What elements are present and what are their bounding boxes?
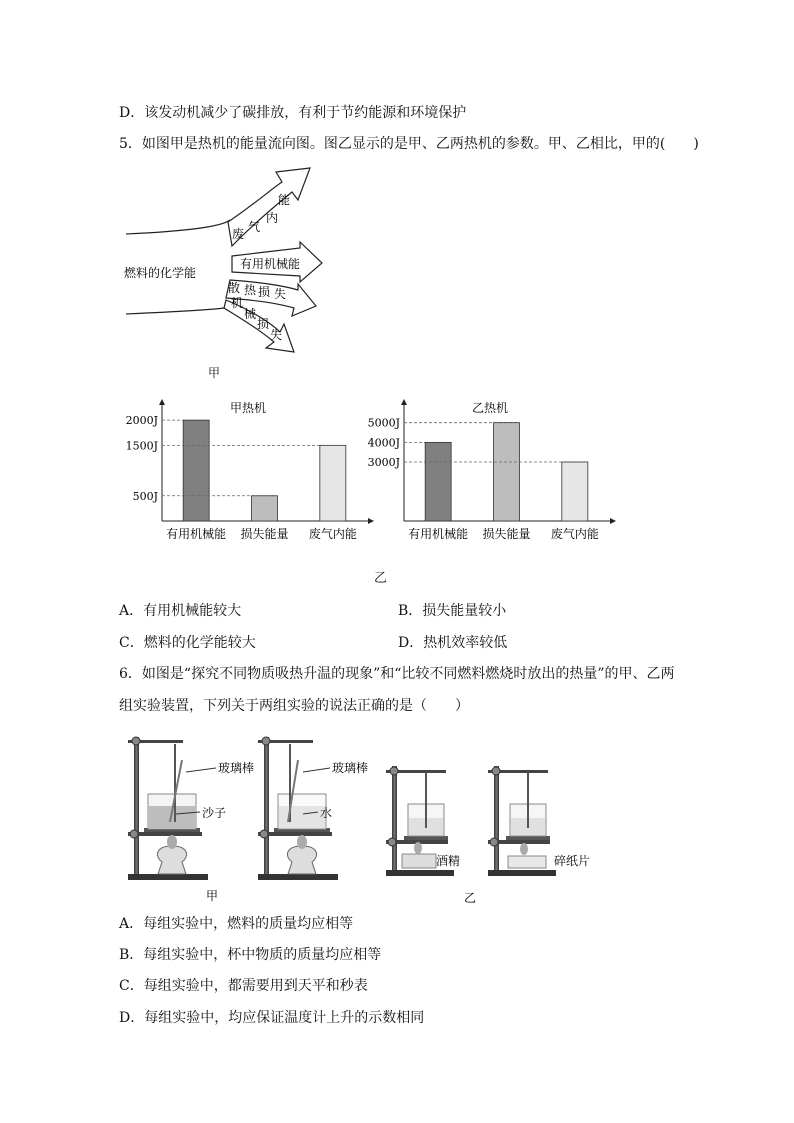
y-axis-arrow (159, 399, 165, 405)
chart-title: 甲热机 (229, 401, 267, 415)
q5-option-c: C．燃料的化学能较大 (119, 635, 256, 651)
svg-text:损: 损 (258, 285, 271, 299)
flow-caption: 甲 (208, 366, 221, 380)
apparatus-paper (488, 766, 556, 876)
bar-2 (562, 462, 588, 521)
x-tick-label: 有用机械能 (408, 527, 469, 541)
x-tick-label: 废气内能 (550, 527, 599, 541)
q6-stem-line1: 6．如图是“探究不同物质吸热升温的现象”和“比较不同燃料燃烧时放出的热量”的甲、乙两 (119, 666, 675, 682)
svg-text:玻璃棒: 玻璃棒 (332, 761, 369, 775)
x-tick-label: 废气内能 (308, 527, 357, 541)
q5-option-d: D．热机效率较低 (398, 635, 508, 651)
source-label: 燃料的化学能 (124, 266, 197, 280)
x-tick-label: 有用机械能 (166, 527, 227, 541)
experiment-apparatus (118, 722, 598, 907)
svg-text:失: 失 (270, 328, 283, 342)
bar-2 (320, 445, 346, 521)
svg-text:损: 损 (257, 317, 270, 331)
y-tick-label: 4000J (367, 436, 400, 450)
y-tick-label: 5000J (367, 416, 400, 430)
svg-text:碎纸片: 碎纸片 (554, 854, 591, 868)
useful-label: 有用机械能 (240, 257, 301, 271)
svg-text:热: 热 (244, 283, 257, 297)
q6-option-c: C．每组实验中，都需要用到天平和秒表 (119, 978, 368, 994)
chart-title: 乙热机 (471, 401, 509, 415)
svg-text:乙: 乙 (464, 891, 477, 905)
q6-stem-line2: 组实验装置，下列关于两组实验的说法正确的是（ ） (119, 698, 469, 714)
q6-option-b: B．每组实验中，杯中物质的质量均应相等 (119, 947, 382, 963)
y-tick-label: 500J (132, 489, 158, 503)
svg-text:散: 散 (228, 281, 241, 295)
svg-text:能: 能 (278, 193, 291, 207)
svg-text:气: 气 (248, 220, 261, 234)
y-tick-label: 1500J (125, 439, 158, 453)
q5-option-a: A．有用机械能较大 (119, 603, 242, 619)
bar-0 (425, 442, 451, 521)
q6-option-a: A．每组实验中，燃料的质量均应相等 (119, 916, 354, 932)
x-axis-arrow (610, 518, 616, 524)
svg-text:玻璃棒: 玻璃棒 (218, 761, 255, 775)
svg-text:甲: 甲 (206, 889, 219, 903)
chart-jia (120, 395, 382, 545)
svg-text:废: 废 (232, 227, 245, 241)
svg-text:失: 失 (274, 287, 287, 301)
svg-text:酒精: 酒精 (436, 854, 461, 868)
chart-caption: 乙 (374, 571, 388, 586)
q5-option-b: B．损失能量较小 (398, 603, 507, 619)
x-tick-label: 损失能量 (240, 527, 289, 541)
svg-text:沙子: 沙子 (202, 806, 227, 820)
y-tick-label: 2000J (125, 414, 158, 428)
chart-yi (362, 395, 624, 545)
q5-stem: 5．如图甲是热机的能量流向图。图乙显示的是甲、乙两热机的参数。甲、乙相比，甲的( ) (119, 136, 699, 152)
svg-text:水: 水 (320, 806, 333, 820)
bar-1 (494, 423, 520, 521)
svg-text:机: 机 (231, 296, 244, 310)
svg-text:械: 械 (244, 307, 257, 321)
energy-flow-diagram (120, 160, 340, 380)
svg-text:内: 内 (266, 211, 279, 225)
y-axis-arrow (401, 399, 407, 405)
bar-0 (183, 420, 209, 521)
bar-1 (252, 496, 278, 521)
x-tick-label: 损失能量 (482, 527, 531, 541)
y-tick-label: 3000J (367, 456, 400, 470)
q6-option-d: D．每组实验中，均应保证温度计上升的示数相同 (119, 1010, 425, 1026)
q4-option-d: D．该发动机减少了碳排放，有利于节约能源和环境保护 (119, 105, 467, 121)
